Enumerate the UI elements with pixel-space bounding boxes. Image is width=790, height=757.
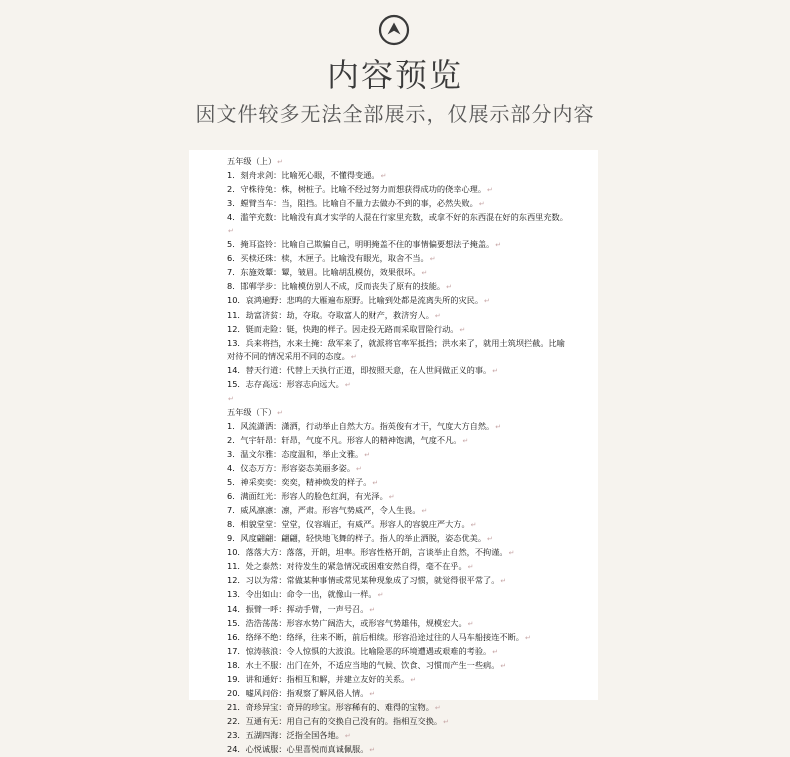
list-item bbox=[227, 309, 572, 323]
list-item-text: 20．嘘风问俗：指观察了解风俗人情。 bbox=[227, 687, 369, 698]
paragraph-mark-icon: ↵ bbox=[228, 227, 234, 236]
list-item-text: 1．风流潇洒：潇洒，行动举止自然大方。指英俊有才干，气度大方自然。 bbox=[227, 420, 495, 431]
paragraph-mark-icon: ↵ bbox=[344, 731, 351, 740]
paragraph-mark-icon: ↵ bbox=[492, 647, 499, 656]
list-item bbox=[227, 183, 572, 197]
list-item-text: 15．浩浩荡荡：形容水势广阔浩大，或形容气势雄伟，规模宏大。 bbox=[227, 617, 467, 628]
paragraph-mark-icon: ↵ bbox=[356, 465, 362, 474]
page-title: 内容预览 bbox=[326, 56, 463, 94]
list-item-text: 5．神采奕奕：奕奕，精神焕发的样子。 bbox=[227, 477, 372, 488]
paragraph-mark-icon: ↵ bbox=[492, 366, 499, 375]
paragraph-mark-icon: ↵ bbox=[495, 241, 502, 250]
list-item-text: 11．劫富济贫：劫，夺取。夺取富人的财产，救济穷人。 bbox=[227, 309, 434, 320]
paragraph-mark-icon: ↵ bbox=[369, 745, 376, 754]
paragraph-mark-icon: ↵ bbox=[350, 352, 357, 361]
list-item-text: 4．仪态万方：形容姿态美丽多姿。 bbox=[227, 463, 356, 474]
list-item-text: 10．哀鸿遍野：悲鸣的大雁遍布原野。比喻到处都是流离失所的灾民。 bbox=[227, 295, 484, 306]
list-item-text: 15．志存高远：形容志向远大。 bbox=[227, 378, 344, 389]
paragraph-mark-icon: ↵ bbox=[462, 436, 469, 445]
list-item bbox=[227, 476, 572, 490]
paragraph-mark-icon: ↵ bbox=[487, 535, 493, 544]
list-item-text: 10．落落大方：落落，开朗，坦率。形容性格开朗，言谈举止自然，不拘谨。 bbox=[227, 547, 508, 558]
list-item bbox=[227, 715, 572, 729]
list-item bbox=[227, 729, 572, 743]
list-item bbox=[227, 588, 572, 602]
preview-header bbox=[0, 0, 790, 150]
paragraph-mark-icon: ↵ bbox=[380, 172, 387, 181]
list-item-text: 11．处之泰然：对待发生的紧急情况或困难安然自得，毫不在乎。 bbox=[227, 561, 467, 572]
list-item bbox=[227, 574, 572, 588]
paragraph-mark-icon: ↵ bbox=[388, 493, 395, 502]
list-item-text: 19．讲和通好：指相互和解，并建立友好的关系。 bbox=[227, 673, 410, 684]
list-item bbox=[227, 323, 572, 337]
list-item bbox=[227, 294, 572, 308]
list-item bbox=[227, 448, 572, 462]
list-item-text: 8．邯郸学步：比喻模仿别人不成，反而丧失了原有的技能。 bbox=[227, 281, 446, 292]
list-item-text: 12．习以为常：常做某种事情或常见某种现象成了习惯，就觉得很平常了。 bbox=[227, 575, 500, 586]
page-subtitle: 因文件较多无法全部展示，仅展示部分内容 bbox=[195, 102, 595, 126]
paragraph-mark-icon: ↵ bbox=[470, 521, 477, 530]
list-item bbox=[227, 687, 572, 701]
blank-line bbox=[227, 392, 572, 406]
list-item-text: 23．五湖四海：泛指全国各地。 bbox=[227, 729, 344, 740]
list-item bbox=[227, 197, 572, 211]
paragraph-mark-icon: ↵ bbox=[467, 619, 474, 628]
list-item bbox=[227, 434, 572, 448]
list-item-text: 3．螳臂当车：当，阻挡。比喻自不量力去做办不到的事，必然失败。 bbox=[227, 198, 478, 209]
list-item bbox=[227, 645, 572, 659]
section-grade5-first bbox=[227, 169, 572, 392]
list-item bbox=[227, 280, 572, 294]
list-item-text: 7．东施效颦：颦，皱眉。比喻胡乱模仿，效果很坏。 bbox=[227, 267, 421, 278]
list-item bbox=[227, 266, 572, 280]
section-title-grade5-first: 五年级（上）↵ bbox=[227, 156, 284, 166]
list-item bbox=[227, 252, 572, 266]
list-item-text: 6．买椟还珠：椟，木匣子。比喻没有眼光，取舍不当。 bbox=[227, 253, 429, 264]
list-item bbox=[227, 420, 572, 434]
paragraph-mark-icon: ↵ bbox=[495, 422, 502, 431]
paragraph-mark-icon: ↵ bbox=[421, 507, 428, 516]
list-item bbox=[227, 617, 572, 631]
paragraph-mark-icon: ↵ bbox=[508, 549, 515, 558]
list-item-text: 5．掩耳盗铃：比喻自己欺骗自己，明明掩盖不住的事情偏要想法子掩盖。 bbox=[227, 239, 495, 250]
list-item-text: 14．替天行道：代替上天执行正道，即按照天意，在人世间做正义的事。 bbox=[227, 364, 492, 375]
list-item-text: 14．振臂一呼：挥动手臂，一声号召。 bbox=[227, 603, 369, 614]
list-item-text: 7．威风凛凛：凛，严肃。形容气势威严，令人生畏。 bbox=[227, 505, 421, 516]
list-item-text: 2．气宇轩昂：轩昂，气度不凡。形容人的精神饱满，气度不凡。 bbox=[227, 434, 462, 445]
list-item-text: 2．守株待兔：株，树桩子。比喻不经过努力而想获得成功的侥幸心理。 bbox=[227, 184, 487, 195]
paragraph-mark-icon: ↵ bbox=[434, 703, 441, 712]
list-item bbox=[227, 169, 572, 183]
list-item-text: 8．相貌堂堂：堂堂，仪容端正，有威严。形容人的容貌庄严大方。 bbox=[227, 519, 470, 530]
paragraph-mark-icon: ↵ bbox=[410, 675, 417, 684]
paragraph-mark-icon: ↵ bbox=[369, 605, 376, 614]
list-item-text: 13．令出如山：命令一出，就像山一样。 bbox=[227, 589, 377, 600]
paragraph-mark-icon: ↵ bbox=[500, 661, 507, 670]
list-item-text: 3．温文尔雅：态度温和，举止文雅。 bbox=[227, 448, 364, 459]
list-item bbox=[227, 673, 572, 687]
list-item bbox=[227, 364, 572, 378]
paragraph-mark-icon: ↵ bbox=[478, 200, 485, 209]
list-item bbox=[227, 211, 572, 238]
paragraph-mark-icon: ↵ bbox=[372, 479, 379, 488]
section-grade5-second bbox=[227, 420, 572, 757]
list-item bbox=[227, 504, 572, 518]
paragraph-mark-icon: ↵ bbox=[421, 269, 428, 278]
list-item bbox=[227, 659, 572, 673]
list-item-text: 21．奇珍异宝：奇异的珍宝。形容稀有的、难得的宝物。 bbox=[227, 701, 434, 712]
paragraph-mark-icon: ↵ bbox=[443, 717, 449, 726]
paragraph-mark-icon: ↵ bbox=[228, 394, 234, 403]
list-item bbox=[227, 560, 572, 574]
list-item-text: 4．滥竽充数：比喻没有真才实学的人混在行家里充数，或拿不好的东西混在好的东西里充数。 bbox=[227, 212, 568, 223]
list-item bbox=[227, 518, 572, 532]
document-preview bbox=[189, 150, 598, 754]
paragraph-mark-icon: ↵ bbox=[459, 325, 466, 334]
paragraph-mark-icon: ↵ bbox=[377, 591, 384, 600]
list-item bbox=[227, 462, 572, 476]
paragraph-mark-icon: ↵ bbox=[429, 255, 436, 264]
paragraph-mark-icon: ↵ bbox=[487, 186, 493, 195]
list-item bbox=[227, 631, 572, 645]
list-item-text: 6．满面红光：形容人的脸色红润，有光泽。 bbox=[227, 491, 388, 502]
paragraph-mark-icon: ↵ bbox=[369, 689, 376, 698]
list-item-text: 9．风度翩翩：翩翩，轻快地飞舞的样子。指人的举止洒脱，姿态优美。 bbox=[227, 533, 487, 544]
list-item bbox=[227, 238, 572, 252]
paragraph-mark-icon: ↵ bbox=[344, 380, 351, 389]
paragraph-mark-icon: ↵ bbox=[277, 158, 284, 166]
chevron-up-circle-icon[interactable] bbox=[378, 14, 410, 46]
list-item bbox=[227, 337, 572, 364]
list-item bbox=[227, 532, 572, 546]
paragraph-mark-icon: ↵ bbox=[484, 297, 490, 306]
section-title-grade5-second: 五年级（下）↵ bbox=[227, 406, 284, 417]
list-item-text: 1．刻舟求剑：比喻死心眼，不懂得变通。 bbox=[227, 170, 380, 181]
list-item-text: 24．心悦诚服：心里喜悦而真诚佩服。 bbox=[227, 743, 369, 754]
list-item bbox=[227, 743, 572, 757]
list-item bbox=[227, 546, 572, 560]
list-item-text: 22．互通有无：用自己有的交换自己没有的。指相互交换。 bbox=[227, 715, 443, 726]
paragraph-mark-icon: ↵ bbox=[364, 450, 371, 459]
list-item-text: 13．兵来将挡，水来土掩：敌军来了，就派将官率军抵挡；洪水来了，就用土筑坝拦截。比喻对待不同的情况采用不同的态度。 bbox=[227, 337, 565, 361]
list-item bbox=[227, 603, 572, 617]
list-item bbox=[227, 701, 572, 715]
paragraph-mark-icon: ↵ bbox=[277, 408, 284, 417]
list-item-text: 16．络绎不绝：络绎，往来不断，前后相续。形容沿途过往的人马车船接连不断。 bbox=[227, 631, 524, 642]
list-item-text: 12．铤而走险：铤，快跑的样子。因走投无路而采取冒险行动。 bbox=[227, 323, 459, 334]
paragraph-mark-icon: ↵ bbox=[446, 283, 452, 292]
list-item bbox=[227, 490, 572, 504]
paragraph-mark-icon: ↵ bbox=[500, 577, 507, 586]
list-item-text: 18．水土不服：出门在外，不适应当地的气候、饮食、习惯而产生一些病。 bbox=[227, 659, 500, 670]
document-body bbox=[227, 155, 572, 757]
list-item-text: 17．惊涛骇浪：令人惊惧的大波浪。比喻险恶的环境遭遇或艰难的考验。 bbox=[227, 645, 492, 656]
list-item bbox=[227, 378, 572, 392]
paragraph-mark-icon: ↵ bbox=[434, 311, 441, 320]
paragraph-mark-icon: ↵ bbox=[524, 633, 531, 642]
paragraph-mark-icon: ↵ bbox=[467, 563, 474, 572]
